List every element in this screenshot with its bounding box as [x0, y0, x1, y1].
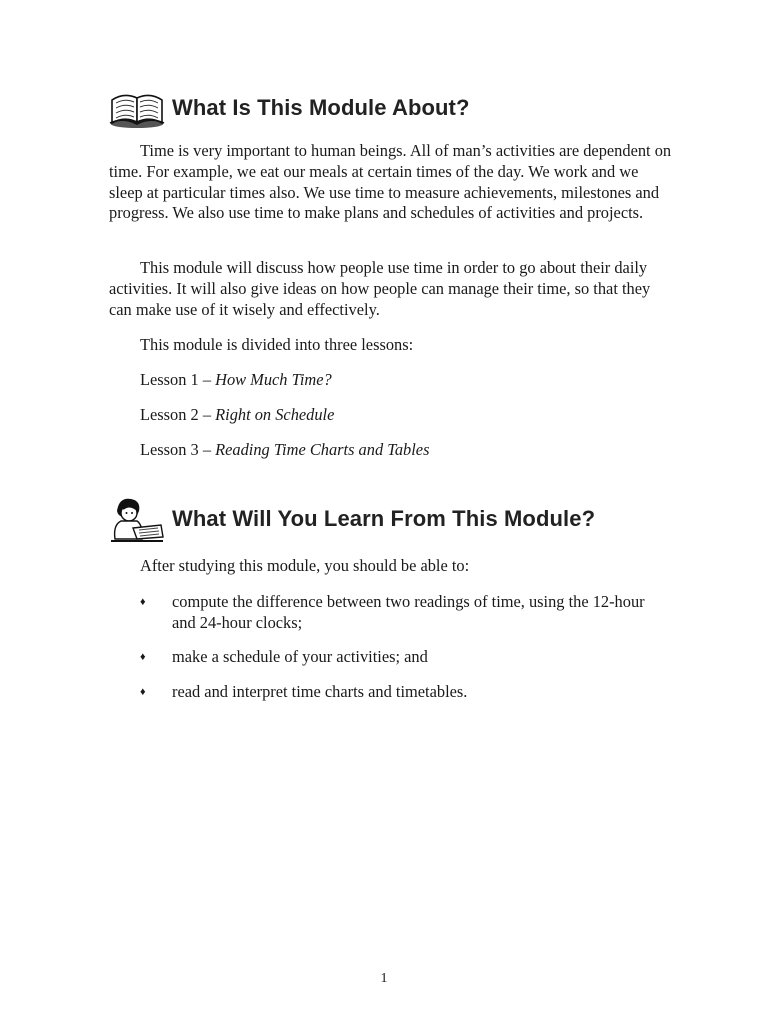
lessons-intro: This module is divided into three lessons: [140, 335, 414, 354]
section-heading: What Is This Module About? [172, 95, 470, 120]
objective-item: ♦ read and interpret time charts and timetables. [140, 682, 468, 701]
paragraph-module-purpose: This module will discuss how people use time in order to go about their daily activities. It will also give ideas on how people can manage their time, so that they can make use of it wisely and effectively. [109, 258, 651, 319]
diamond-bullet-icon: ♦ [140, 651, 146, 663]
paragraph-intro: Time is very important to human beings. All of man’s activities are dependent on time. For example, we eat our meals at certain times of the day. We work and we sleep at particular times also. We use time to measure achievements, milestones and progress. We also use time to make plans and schedules of activities and projects. [109, 141, 672, 223]
page-number: 1 [380, 971, 388, 986]
lesson-item: Lesson 1 – How Much Time? [140, 370, 332, 389]
objective-item: ♦ make a schedule of your activities; and [140, 647, 428, 666]
lesson-item: Lesson 3 – Reading Time Charts and Tables [140, 440, 430, 459]
diamond-bullet-icon: ♦ [140, 686, 146, 698]
diamond-bullet-icon: ♦ [140, 596, 146, 608]
objectives-intro: After studying this module, you should be able to: [140, 556, 470, 575]
objective-item: ♦ compute the difference between two readings of time, using the 12-hour and 24-hour clocks; [140, 592, 645, 632]
section-heading: What Will You Learn From This Module? [172, 506, 596, 531]
section-header-module-about [108, 83, 470, 133]
open-book-icon [108, 83, 166, 133]
student-reading-icon [108, 494, 166, 544]
lesson-item: Lesson 2 – Right on Schedule [140, 405, 335, 424]
section-header-learning-objectives [108, 494, 595, 544]
